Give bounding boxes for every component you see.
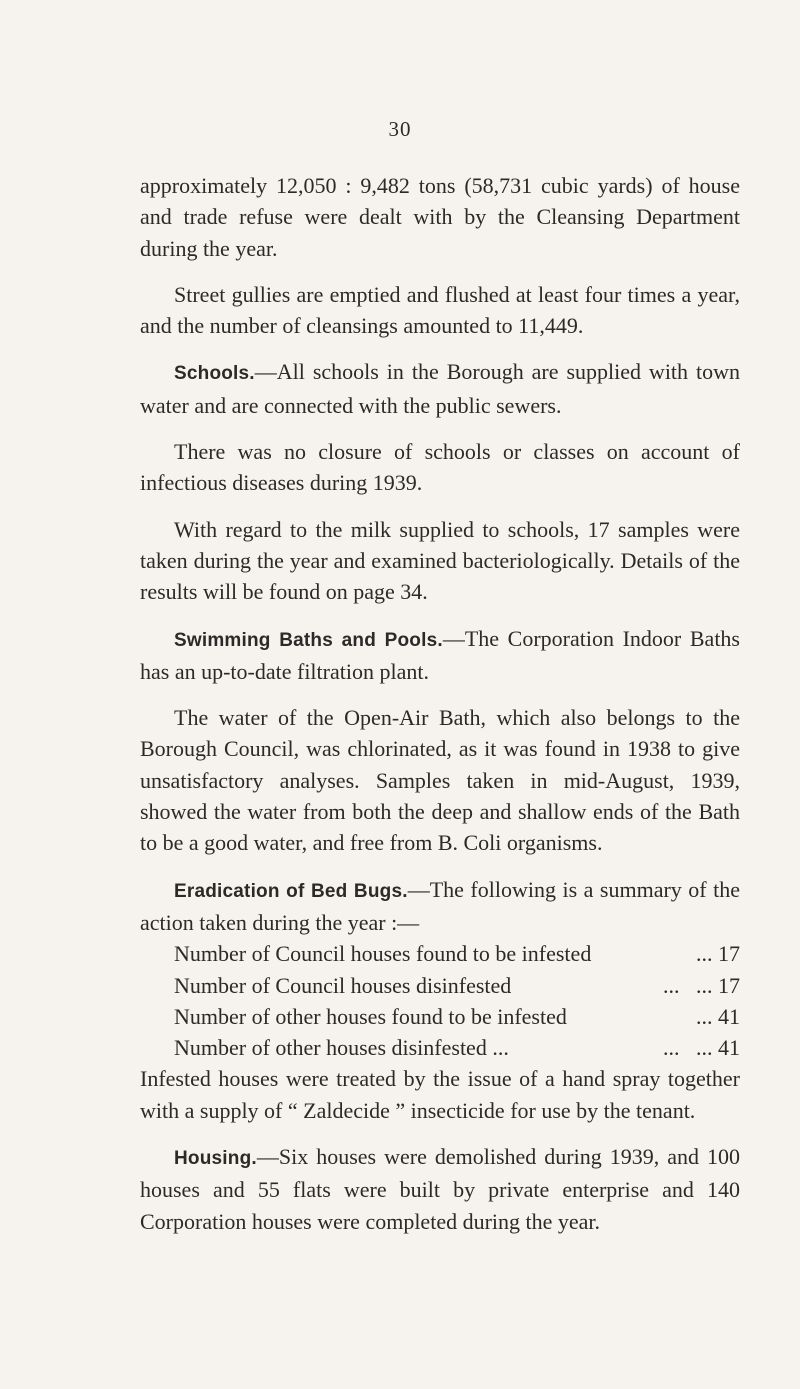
list-item-value: 17 bbox=[718, 941, 740, 967]
list-item-value: 17 bbox=[718, 972, 740, 998]
paragraph-closure: There was no closure of schools or classes on account of infectious diseases during 1939. bbox=[140, 439, 740, 496]
housing-text: —Six houses were demolished during 1939, and 100 houses and 55 flats were built by private enterprise and 140 Corporation houses were completed during the year. bbox=[140, 1144, 740, 1234]
list-item-value: 41 bbox=[718, 1035, 740, 1061]
list-item-leader: ... bbox=[696, 941, 713, 967]
list-item bbox=[140, 938, 740, 969]
list-item-label: Number of other houses disinfested ... bbox=[174, 1035, 509, 1061]
page-number: 30 bbox=[388, 117, 412, 141]
heading-schools: Schools. bbox=[174, 363, 255, 385]
paragraph-open-air-bath: The water of the Open-Air Bath, which also belongs to the Borough Council, was chlorinated, as it was found in 1938 to give unsatisfactory analyses. Samples taken in mid-August, 1939, showed the water from both the deep and shallow ends of the Bath to be a good water, and free from B. Coli organisms. bbox=[140, 705, 740, 856]
list-item-label: Number of Council houses disinfested bbox=[174, 972, 512, 998]
paragraph-milk: With regard to the milk supplied to schools, 17 samples were taken during the year and examined bacteriologically. Details of the results will be found on page 34. bbox=[140, 516, 740, 605]
list-item-leader: ... ... bbox=[663, 972, 713, 998]
heading-swimming: Swimming Baths and Pools. bbox=[174, 629, 443, 651]
paragraph-gullies: Street gullies are emptied and flushed at least four times a year, and the number of cleansings amounted to 11,449. bbox=[140, 281, 740, 339]
list-item-label: Number of Council houses found to be infested bbox=[174, 941, 592, 967]
bed-bugs-text: —The following is a summary of the action taken during the year :— bbox=[140, 876, 740, 935]
list-item bbox=[140, 1001, 740, 1032]
paragraph-housing bbox=[140, 1141, 740, 1237]
list-item-value: 41 bbox=[718, 1003, 740, 1029]
heading-bed-bugs: Eradication of Bed Bugs. bbox=[174, 880, 408, 902]
list-item-label: Number of other houses found to be infested bbox=[174, 1003, 567, 1029]
paragraph-schools bbox=[140, 356, 740, 421]
list-item bbox=[140, 970, 740, 1001]
paragraph-refuse: approximately 12,050 : 9,482 tons (58,731 cubic yards) of house and trade refuse were dealt with by the Cleansing Department during the year. bbox=[140, 173, 740, 261]
list-item bbox=[140, 1032, 740, 1063]
list-item-leader: ... ... bbox=[663, 1035, 713, 1061]
schools-text: —All schools in the Borough are supplied with town water and are connected with the public sewers. bbox=[140, 359, 740, 418]
swimming-text: —The Corporation Indoor Baths has an up-to-date filtration plant. bbox=[140, 625, 740, 684]
paragraph-swimming bbox=[140, 623, 740, 688]
paragraph-treatment: Infested houses were treated by the issue of a hand spray together with a supply of “ Zaldecide ” insecticide for use by the tenant. bbox=[140, 1066, 740, 1123]
bed-bug-summary-list bbox=[140, 938, 740, 1063]
paragraph-bed-bugs bbox=[140, 874, 740, 939]
heading-housing: Housing. bbox=[174, 1148, 257, 1170]
body-text bbox=[140, 170, 740, 1252]
list-item-leader: ... bbox=[696, 1003, 713, 1029]
